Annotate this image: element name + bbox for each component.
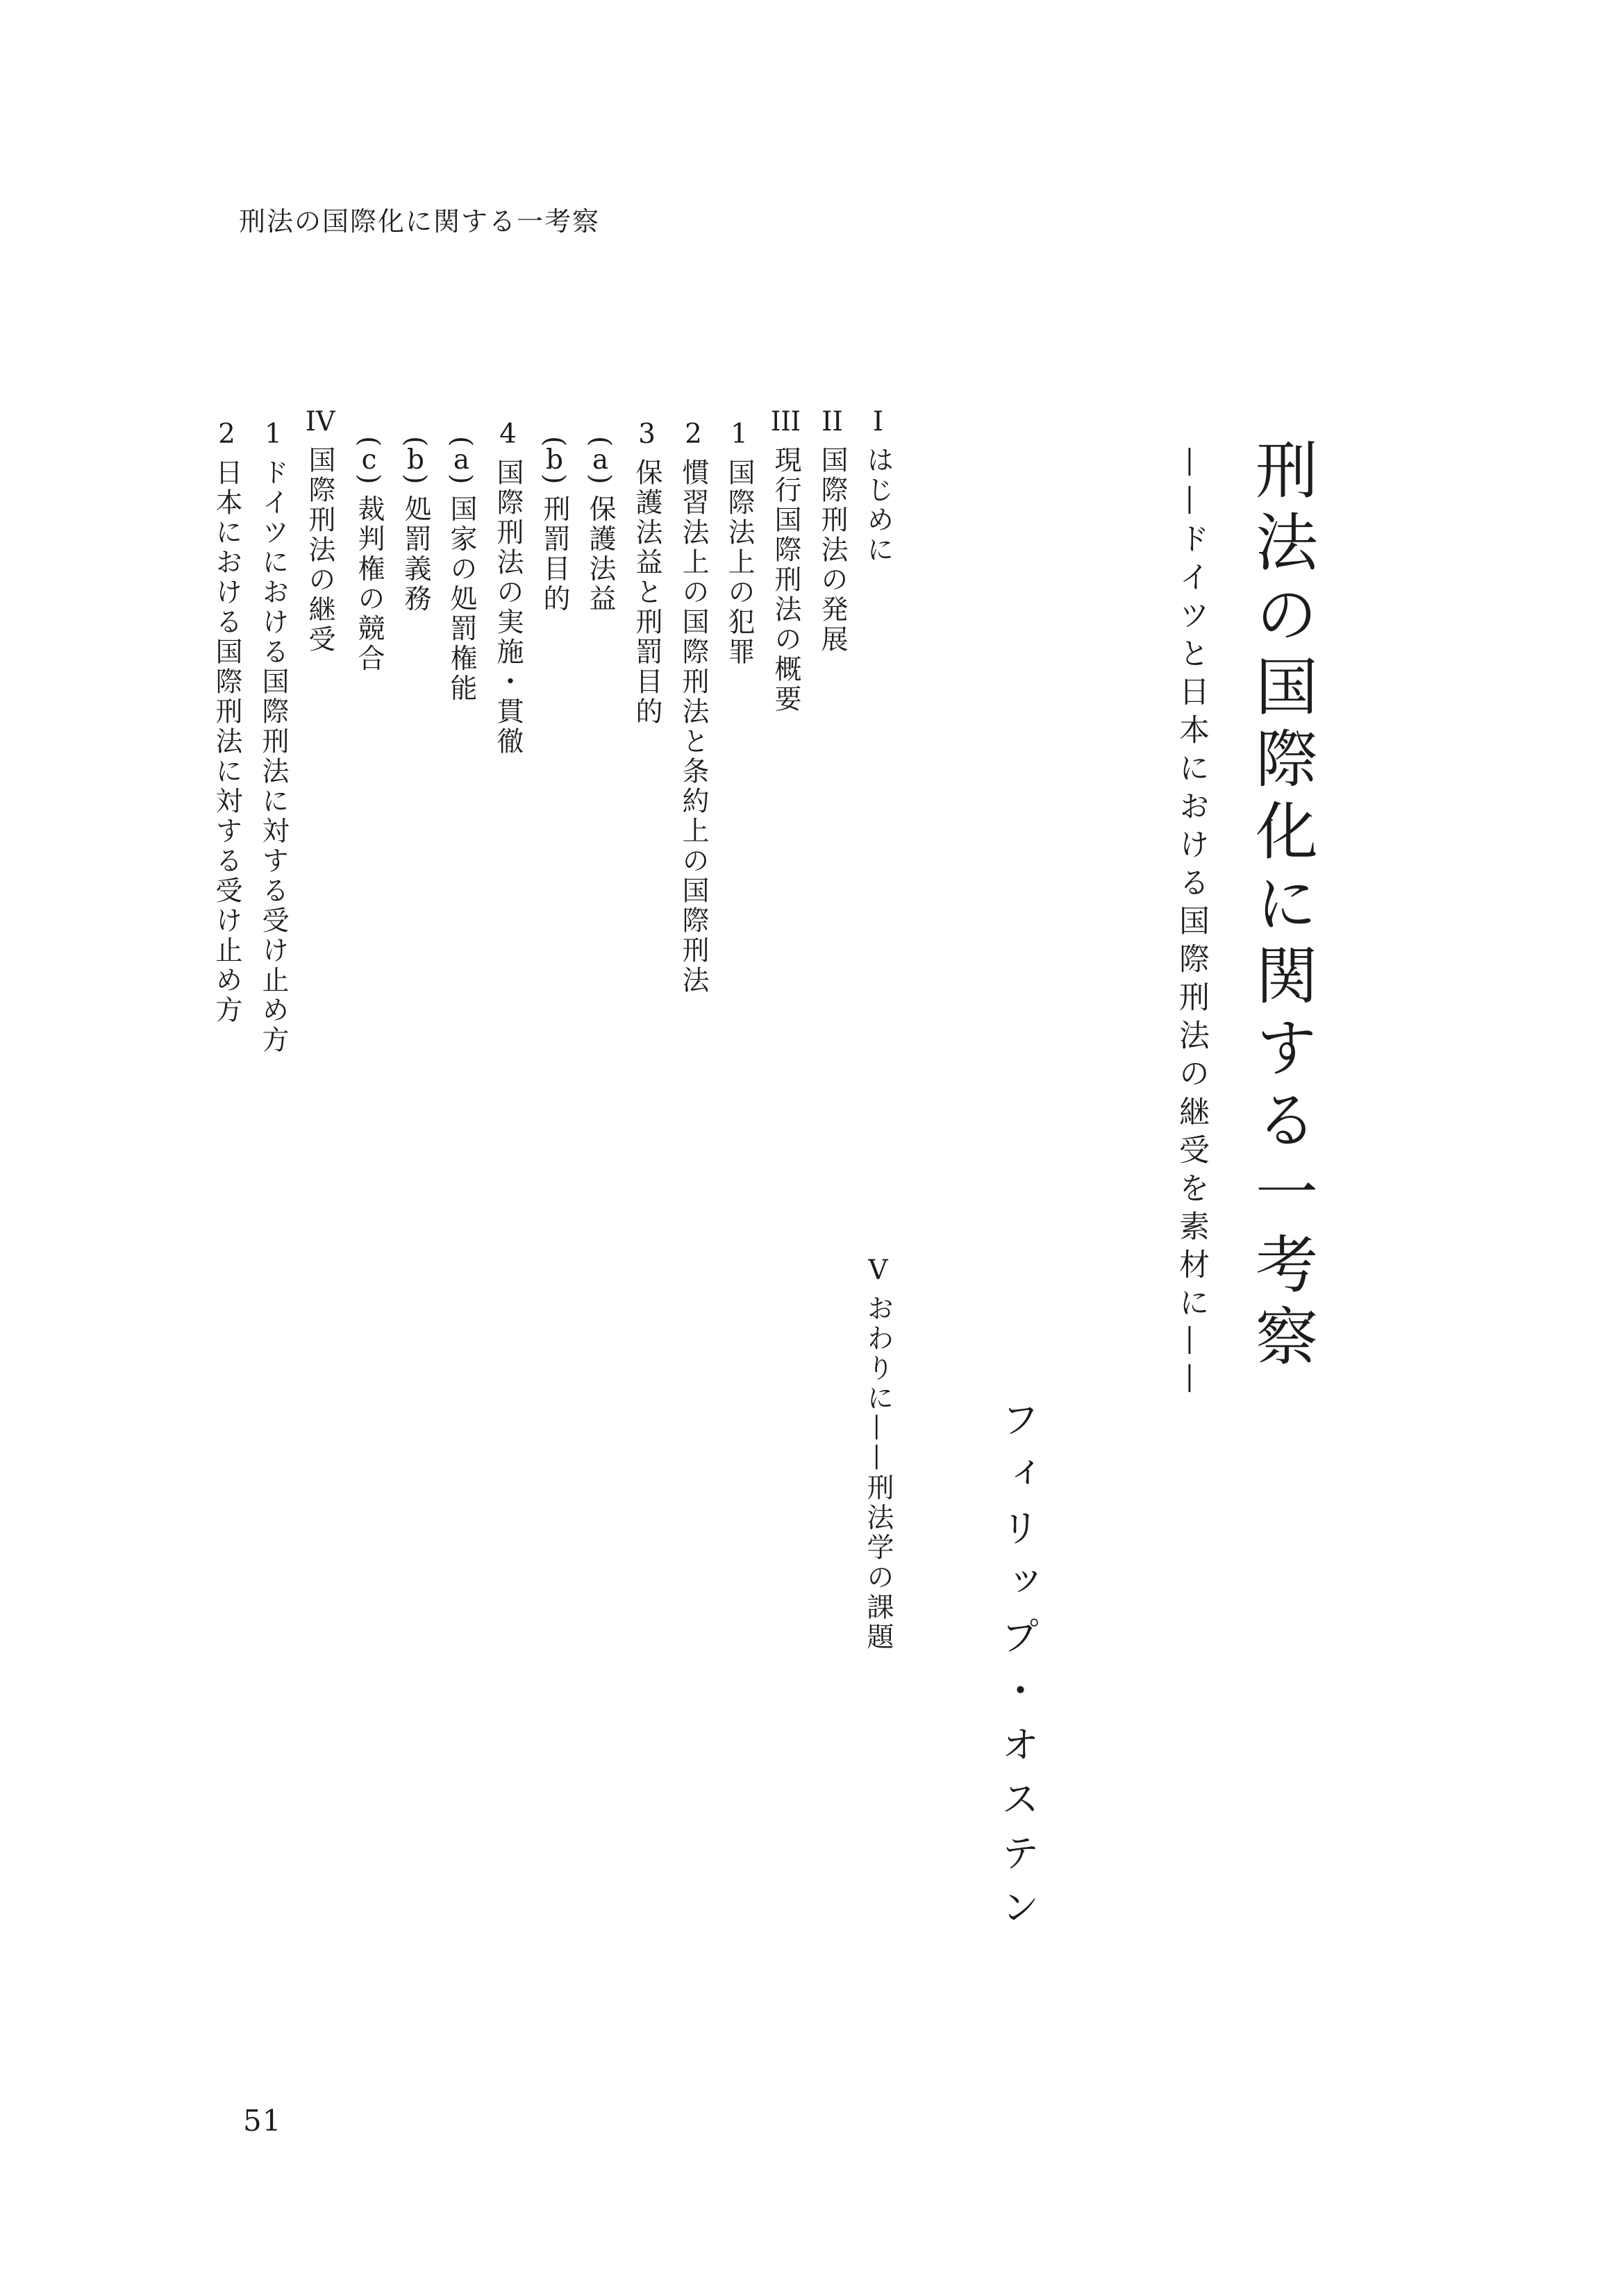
toc-label: 国際刑法の実施・貫徹	[492, 458, 524, 757]
toc-item	[816, 408, 848, 655]
toc-item	[353, 436, 385, 673]
toc-item	[862, 1257, 894, 1652]
author-name: フィリップ・オステン	[995, 1400, 1040, 1941]
toc-paren-close: )	[353, 474, 385, 485]
toc-marker: I	[872, 408, 884, 435]
toc-label: はじめに	[862, 446, 894, 565]
toc-label: おわりに——刑法学の課題	[862, 1294, 894, 1652]
toc-label: ドイツにおける国際刑法に対する受け止め方	[258, 458, 289, 1055]
toc-item	[303, 408, 335, 655]
toc-marker: 1	[265, 421, 282, 448]
toc-item	[677, 421, 709, 996]
toc-label: 保護法益	[585, 494, 616, 614]
toc-marker: 2	[685, 421, 702, 448]
toc-marker: a	[453, 446, 470, 474]
toc-marker: 3	[638, 421, 656, 448]
toc-label: 国家の処罰権能	[446, 494, 477, 704]
toc-paren-close: )	[585, 474, 616, 485]
toc-paren-open: (	[585, 436, 616, 447]
toc-item	[723, 421, 755, 667]
toc-item	[257, 421, 289, 1055]
toc-marker: 2	[218, 421, 235, 448]
toc-paren-open: (	[446, 436, 477, 447]
toc-marker: III	[771, 408, 801, 435]
toc-label: 現行国際刑法の概要	[770, 446, 801, 714]
toc-item	[769, 408, 801, 714]
toc-label: 慣習法上の国際刑法と条約上の国際刑法	[678, 458, 709, 996]
toc-marker: IV	[305, 408, 335, 435]
toc-marker: 1	[731, 421, 748, 448]
toc-label: 保護法益と刑罰目的	[631, 458, 662, 727]
toc-marker: V	[868, 1257, 888, 1284]
toc-paren-open: (	[400, 436, 431, 447]
toc-marker: II	[821, 408, 843, 435]
toc-marker: b	[546, 446, 563, 474]
toc-paren-close: )	[446, 474, 477, 485]
toc-marker: 4	[499, 421, 517, 448]
toc-paren-close: )	[400, 474, 431, 485]
toc-label: 日本における国際刑法に対する受け止め方	[211, 458, 242, 1025]
article-subtitle: ——ドイツと日本における国際刑法の継受を素材に——	[1174, 446, 1209, 1401]
toc-marker: b	[407, 446, 424, 474]
toc-label: 裁判権の競合	[353, 494, 385, 674]
toc-item	[210, 421, 242, 1025]
toc-marker: a	[592, 446, 609, 474]
toc-item	[492, 421, 524, 757]
toc-label: 国際法上の犯罪	[724, 458, 755, 667]
toc-item	[399, 436, 431, 614]
toc-item	[584, 436, 616, 614]
toc-item	[631, 421, 662, 727]
page-number: 51	[243, 2104, 282, 2138]
toc-label: 国際刑法の継受	[304, 446, 335, 655]
toc-label: 国際刑法の発展	[817, 446, 848, 655]
running-header: 刑法の国際化に関する一考察	[239, 206, 601, 237]
toc-label: 処罰義務	[400, 494, 431, 614]
toc-item	[862, 408, 894, 565]
article-title: 刑法の国際化に関する一考察	[1244, 437, 1317, 1376]
toc-paren-open: (	[353, 436, 385, 447]
toc-paren-open: (	[539, 436, 570, 447]
toc-paren-close: )	[539, 474, 570, 485]
toc-item	[445, 436, 477, 703]
toc-item	[538, 436, 570, 614]
toc-marker: c	[361, 446, 377, 474]
toc-label: 刑罰目的	[539, 494, 570, 614]
